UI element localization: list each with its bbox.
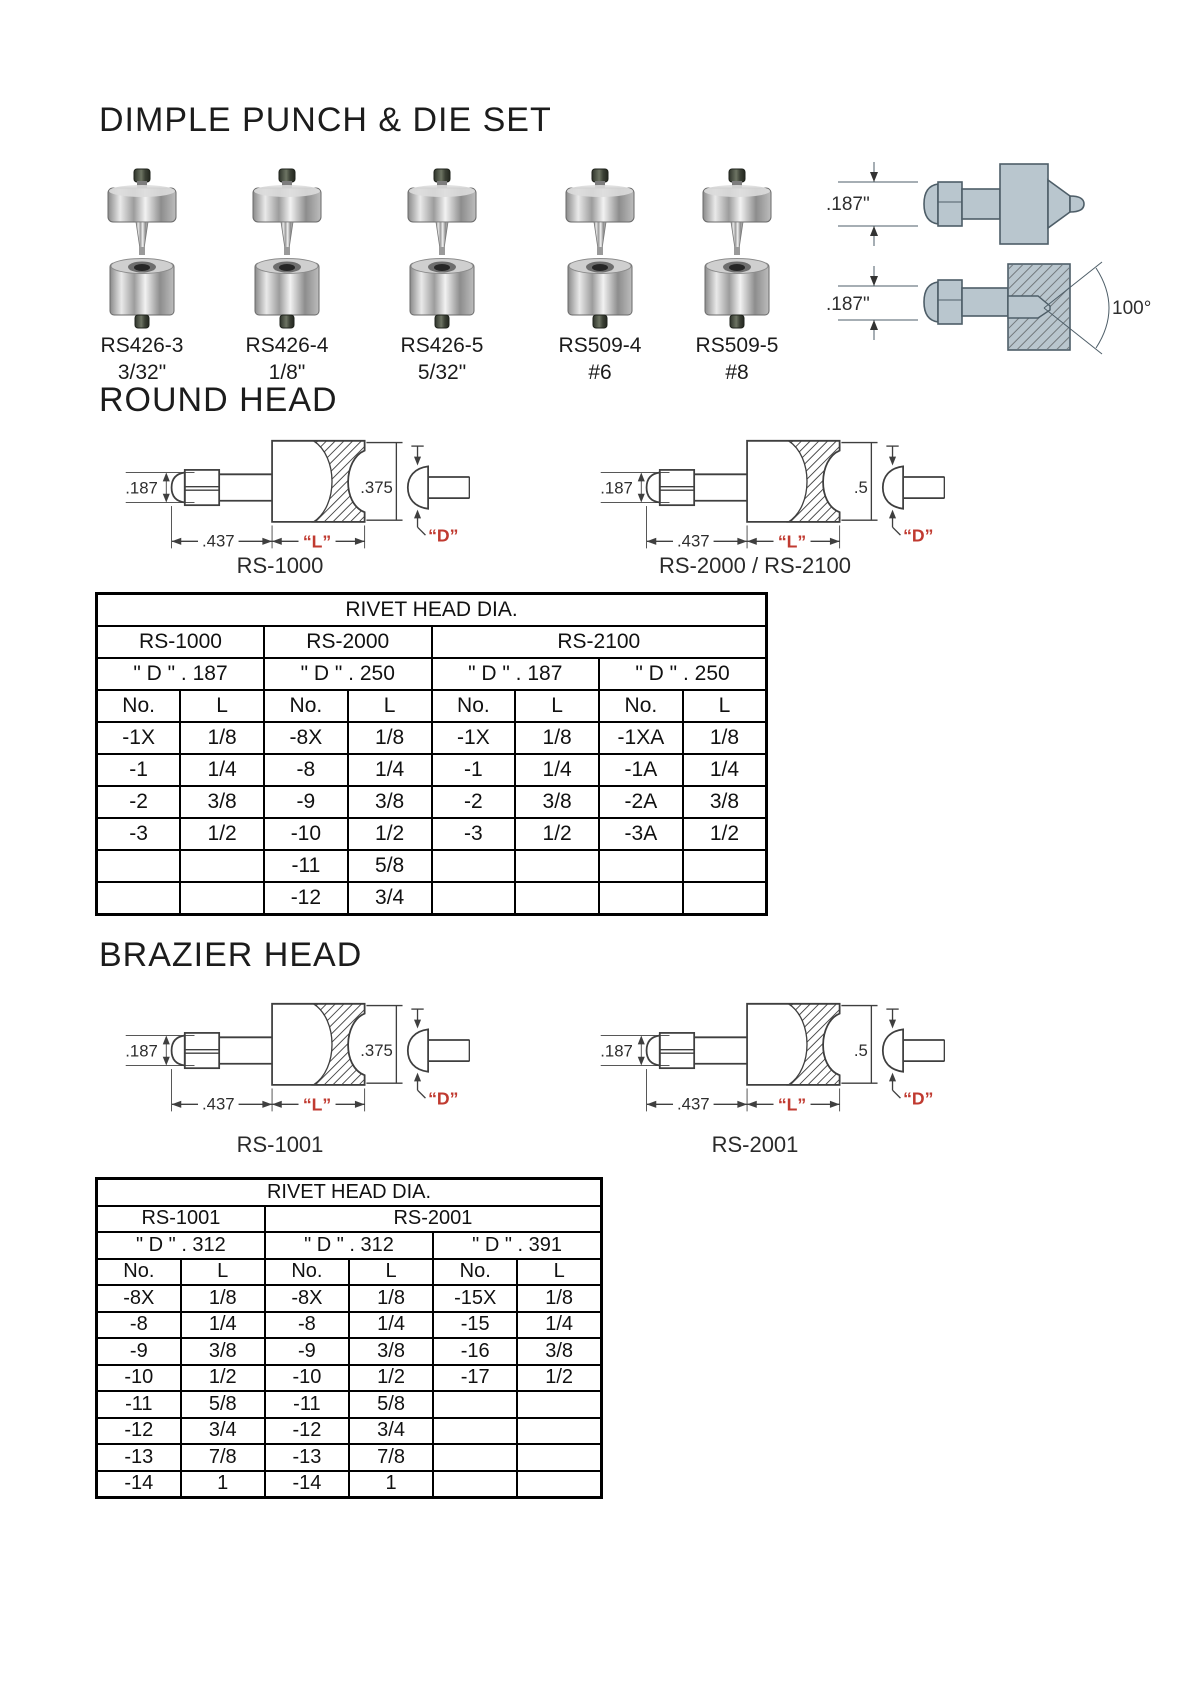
table-cell: -1X: [97, 722, 181, 754]
product-size: 3/32": [117, 361, 167, 384]
table-cell: [517, 1391, 601, 1418]
col-header: L: [348, 690, 432, 722]
table-cell: 3/8: [348, 786, 432, 818]
table-row: [97, 1418, 602, 1445]
product-photo-rs509-5: [689, 166, 785, 332]
table-cell: [432, 850, 516, 882]
table-cell: -15X: [433, 1285, 517, 1312]
d-spec: " D " . 250: [264, 658, 432, 690]
dim-body-l: “L”: [777, 1094, 807, 1115]
table-cell: [683, 882, 767, 915]
dim-dia: .187: [600, 478, 633, 498]
table-cell: -8: [97, 1312, 181, 1339]
table-row: [97, 882, 767, 915]
product-model: RS509-4: [558, 334, 642, 357]
table-row: [97, 754, 767, 786]
dim-body-l: “L”: [302, 1094, 332, 1115]
group-header: RS-2100: [432, 626, 767, 658]
table-cell: -10: [265, 1365, 349, 1392]
product-model: RS426-3: [100, 334, 184, 357]
product-size: #6: [588, 361, 612, 384]
product-label: [525, 332, 675, 386]
table-cell: 3/8: [515, 786, 599, 818]
group-header: RS-2000: [264, 626, 432, 658]
table-cell: [180, 850, 264, 882]
product-label: [67, 332, 217, 386]
product-size: 1/8": [268, 361, 306, 384]
table-cell: -1: [97, 754, 181, 786]
d-spec: " D " . 391: [433, 1232, 601, 1259]
product-size: 5/32": [417, 361, 467, 384]
table-cell: 1/8: [181, 1285, 265, 1312]
table-cell: -10: [97, 1365, 181, 1392]
col-header: No.: [265, 1259, 349, 1286]
dim-body-l: “L”: [302, 531, 332, 552]
table-cell: 1/2: [180, 818, 264, 850]
table-cell: -8: [265, 1312, 349, 1339]
die-dim-label: .187": [826, 294, 870, 315]
table-cell: -12: [264, 882, 348, 915]
table-cell: -12: [265, 1418, 349, 1445]
table-cell: 1/8: [517, 1285, 601, 1312]
table-cell: 1/4: [517, 1312, 601, 1339]
table-cell: -9: [264, 786, 348, 818]
table-cell: 1: [349, 1471, 433, 1498]
table-cell: 1/8: [515, 722, 599, 754]
table-cell: 7/8: [349, 1444, 433, 1471]
section-title-brazier: BRAZIER HEAD: [99, 936, 363, 974]
table-cell: 7/8: [181, 1444, 265, 1471]
table-cell: -9: [97, 1338, 181, 1365]
product-photo-rs426-5: [394, 166, 490, 332]
dim-dia: .187: [125, 478, 158, 498]
group-header: RS-1001: [97, 1206, 265, 1233]
table-cell: 1/4: [349, 1312, 433, 1339]
product-model: RS509-5: [695, 334, 779, 357]
product-photo-rs426-4: [239, 166, 335, 332]
table-row: [97, 1285, 602, 1312]
table-cell: 3/8: [517, 1338, 601, 1365]
dim-d: “D”: [903, 1088, 934, 1109]
table-cell: 1: [181, 1471, 265, 1498]
table-cell: 1/2: [349, 1365, 433, 1392]
product-photo-rs509-4: [552, 166, 648, 332]
col-header: No.: [97, 1259, 181, 1286]
table-title-row: [97, 594, 767, 627]
col-header: L: [180, 690, 264, 722]
table-cell: -13: [265, 1444, 349, 1471]
col-header: No.: [264, 690, 348, 722]
table-group-row: [97, 626, 767, 658]
table-cell: -2A: [599, 786, 683, 818]
dim-body-l: “L”: [777, 531, 807, 552]
table-title: RIVET HEAD DIA.: [97, 594, 767, 627]
table-cell: 1/4: [683, 754, 767, 786]
table-cell: 3/8: [180, 786, 264, 818]
table-row: [97, 1338, 602, 1365]
col-header: No.: [433, 1259, 517, 1286]
group-header: RS-2001: [265, 1206, 602, 1233]
drawing-rs1001: [90, 995, 470, 1129]
dim-shank: .437: [201, 531, 235, 551]
table-row: [97, 1391, 602, 1418]
table-cell: -11: [97, 1391, 181, 1418]
table-cell: [599, 850, 683, 882]
table-cell: 5/8: [181, 1391, 265, 1418]
drawing-rs2000: [565, 432, 945, 566]
table-cell: -8X: [97, 1285, 181, 1312]
table-cell: 3/4: [348, 882, 432, 915]
table-cell: -1X: [432, 722, 516, 754]
table-title-row: [97, 1179, 602, 1206]
table-cell: 1/2: [348, 818, 432, 850]
table-cell: -16: [433, 1338, 517, 1365]
table-cell: [517, 1444, 601, 1471]
table-cell: [433, 1471, 517, 1498]
table-cell: 1/8: [348, 722, 432, 754]
drawing-label-rs2001: RS-2001: [711, 1132, 799, 1157]
table-cell: 1/2: [515, 818, 599, 850]
table-cell: 3/8: [349, 1338, 433, 1365]
col-header: L: [683, 690, 767, 722]
table-cell: 1/2: [517, 1365, 601, 1392]
table-cell: [97, 850, 181, 882]
table-cell: 1/2: [683, 818, 767, 850]
table-cell: -17: [433, 1365, 517, 1392]
dim-d: “D”: [428, 525, 459, 546]
table-cell: -11: [264, 850, 348, 882]
dim-dia: .187: [125, 1041, 158, 1061]
drawing-label-rs1000: RS-1000: [236, 553, 324, 578]
dimple-dimension-diagram: [812, 158, 1188, 358]
table-cell: [517, 1471, 601, 1498]
dim-head: .375: [360, 1040, 393, 1060]
d-spec: " D " . 187: [97, 658, 265, 690]
table-cell: 5/8: [349, 1391, 433, 1418]
group-header: RS-1000: [97, 626, 265, 658]
dim-dia: .187: [600, 1041, 633, 1061]
table-cell: 1/4: [181, 1312, 265, 1339]
punch-dim-label: .187": [826, 194, 870, 215]
table-cell: -3A: [599, 818, 683, 850]
table-group-row: [97, 1206, 602, 1233]
table-row: [97, 1365, 602, 1392]
table-cell: 3/8: [683, 786, 767, 818]
drawing-rs2001: [565, 995, 945, 1129]
table-colhead-row: [97, 1259, 602, 1286]
table-cell: -11: [265, 1391, 349, 1418]
product-label: [212, 332, 362, 386]
round-head-table: [95, 592, 768, 916]
dim-d: “D”: [428, 1088, 459, 1109]
table-cell: -2: [432, 786, 516, 818]
d-spec: " D " . 312: [265, 1232, 433, 1259]
table-cell: -14: [265, 1471, 349, 1498]
table-cell: -12: [97, 1418, 181, 1445]
table-cell: -8X: [265, 1285, 349, 1312]
table-cell: [515, 850, 599, 882]
table-cell: [433, 1391, 517, 1418]
table-cell: 1/8: [349, 1285, 433, 1312]
table-row: [97, 1444, 602, 1471]
product-size: #8: [725, 361, 749, 384]
table-title: RIVET HEAD DIA.: [97, 1179, 602, 1206]
section-title-dimple: DIMPLE PUNCH & DIE SET: [99, 101, 552, 139]
table-cell: [180, 882, 264, 915]
table-cell: -14: [97, 1471, 181, 1498]
product-photo-rs426-3: [94, 166, 190, 332]
table-row: [97, 786, 767, 818]
table-cell: 1/4: [348, 754, 432, 786]
col-header: No.: [599, 690, 683, 722]
col-header: L: [349, 1259, 433, 1286]
section-title-round: ROUND HEAD: [99, 381, 338, 419]
table-cell: -3: [97, 818, 181, 850]
table-cell: -1: [432, 754, 516, 786]
table-cell: -1XA: [599, 722, 683, 754]
table-cell: -9: [265, 1338, 349, 1365]
table-cell: 5/8: [348, 850, 432, 882]
table-dspec-row: [97, 1232, 602, 1259]
table-cell: [517, 1418, 601, 1445]
product-label: [662, 332, 812, 386]
table-row: [97, 850, 767, 882]
table-row: [97, 818, 767, 850]
table-cell: 1/2: [181, 1365, 265, 1392]
table-cell: 1/4: [515, 754, 599, 786]
table-cell: -15: [433, 1312, 517, 1339]
table-cell: 1/4: [180, 754, 264, 786]
dim-shank: .437: [676, 531, 710, 551]
table-cell: 3/8: [181, 1338, 265, 1365]
table-dspec-row: [97, 658, 767, 690]
table-cell: [432, 882, 516, 915]
drawing-label-rs1001: RS-1001: [236, 1132, 324, 1157]
dim-shank: .437: [676, 1094, 710, 1114]
die-angle-label: 100°: [1112, 298, 1152, 319]
table-row: [97, 1312, 602, 1339]
product-model: RS426-4: [245, 334, 329, 357]
table-cell: -1A: [599, 754, 683, 786]
dim-d: “D”: [903, 525, 934, 546]
col-header: No.: [97, 690, 181, 722]
d-spec: " D " . 187: [432, 658, 600, 690]
table-cell: -13: [97, 1444, 181, 1471]
table-cell: [599, 882, 683, 915]
table-cell: [433, 1444, 517, 1471]
table-cell: -3: [432, 818, 516, 850]
table-cell: 1/8: [683, 722, 767, 754]
table-cell: -8: [264, 754, 348, 786]
brazier-head-table: [95, 1177, 603, 1499]
dim-head: .5: [853, 477, 868, 497]
table-cell: -10: [264, 818, 348, 850]
table-cell: -8X: [264, 722, 348, 754]
product-label: [367, 332, 517, 386]
d-spec: " D " . 250: [599, 658, 767, 690]
drawing-label-rs2000: RS-2000 / RS-2100: [659, 553, 851, 578]
drawing-rs1000: [90, 432, 470, 566]
table-cell: 3/4: [349, 1418, 433, 1445]
d-spec: " D " . 312: [97, 1232, 265, 1259]
col-header: L: [517, 1259, 601, 1286]
table-colhead-row: [97, 690, 767, 722]
table-row: [97, 722, 767, 754]
table-cell: 3/4: [181, 1418, 265, 1445]
dim-shank: .437: [201, 1094, 235, 1114]
table-cell: 1/8: [180, 722, 264, 754]
table-cell: [515, 882, 599, 915]
table-cell: [97, 882, 181, 915]
dim-head: .375: [360, 477, 393, 497]
col-header: No.: [432, 690, 516, 722]
col-header: L: [515, 690, 599, 722]
table-cell: [433, 1418, 517, 1445]
table-row: [97, 1471, 602, 1498]
table-cell: -2: [97, 786, 181, 818]
product-model: RS426-5: [400, 334, 484, 357]
table-cell: [683, 850, 767, 882]
col-header: L: [181, 1259, 265, 1286]
dim-head: .5: [853, 1040, 868, 1060]
